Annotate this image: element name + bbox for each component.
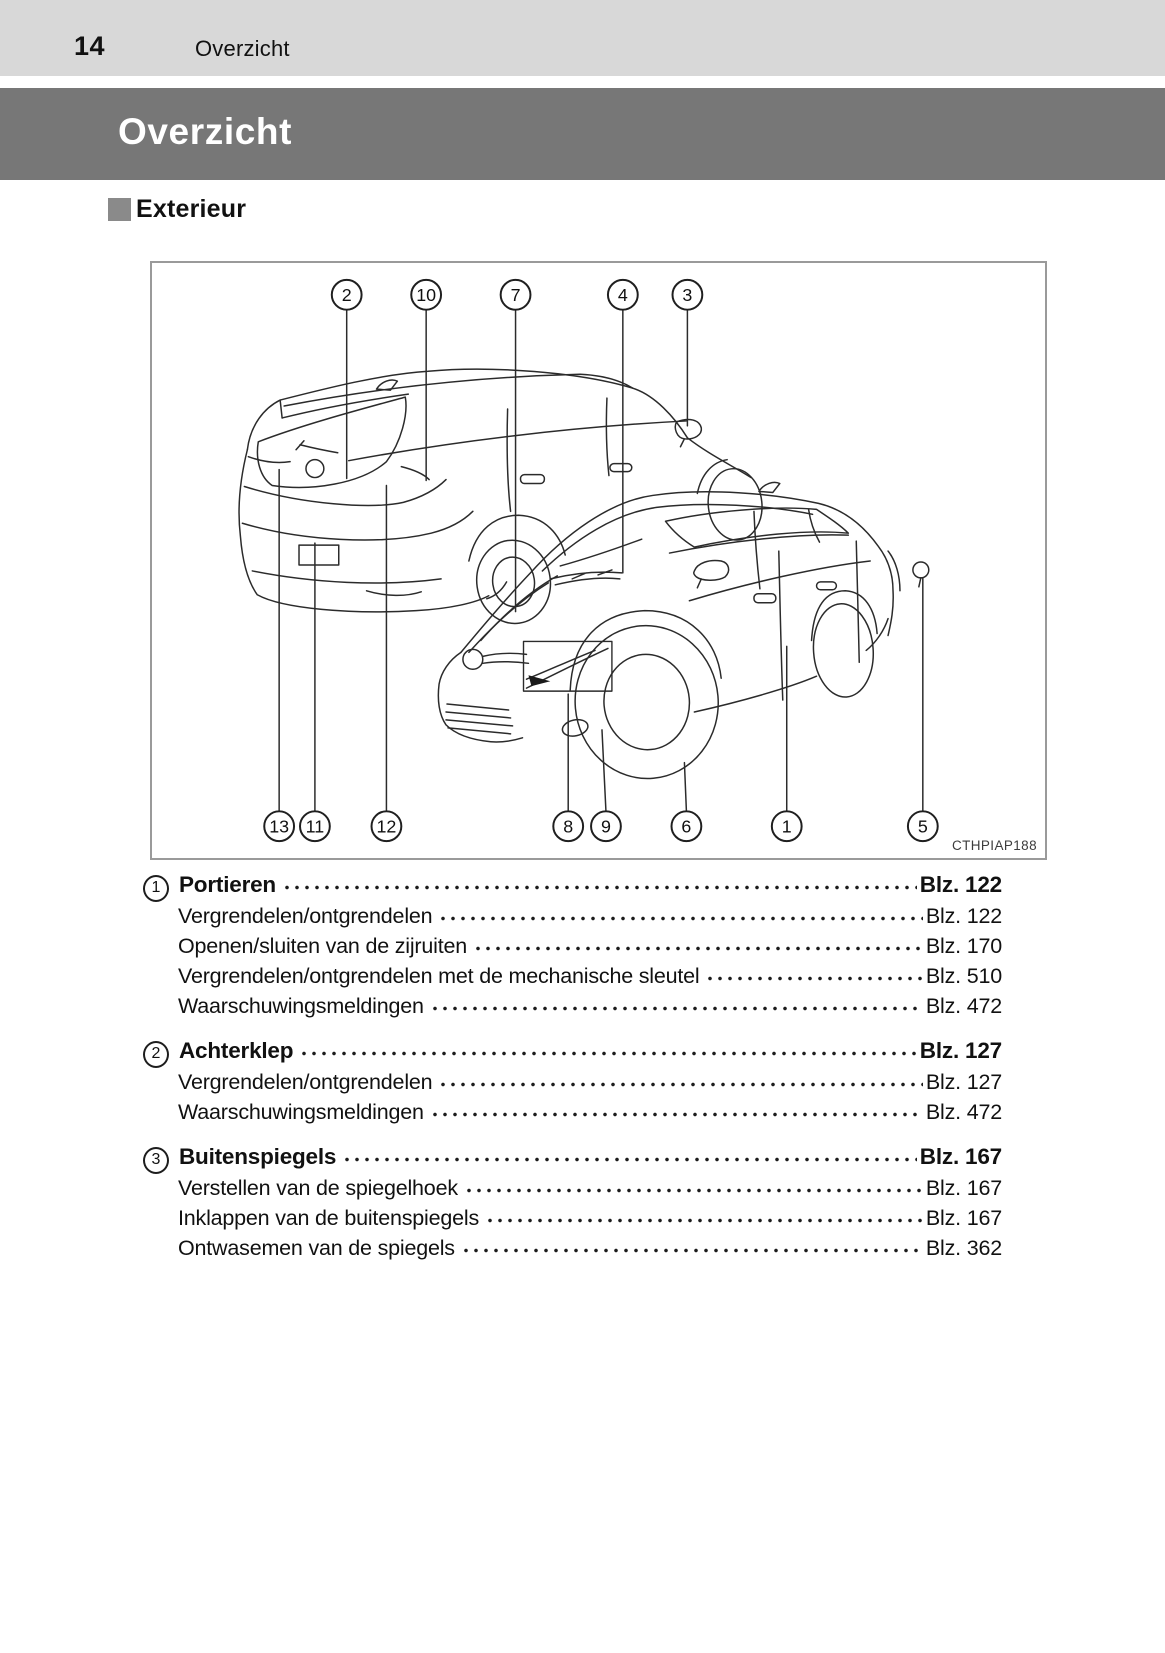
svg-text:2: 2: [341, 285, 352, 306]
svg-text:10: 10: [416, 285, 437, 306]
svg-text:5: 5: [917, 816, 928, 837]
svg-text:4: 4: [617, 285, 628, 306]
running-header-title: Overzicht: [195, 36, 290, 61]
dot-leader: [705, 974, 922, 983]
callout-9: [591, 811, 621, 841]
toc-subitem-label: Vergrendelen/ontgrendelen: [178, 904, 433, 928]
toc-subitem-page: Blz. 170: [925, 934, 1002, 958]
toc-subitem-page: Blz. 167: [925, 1206, 1002, 1230]
toc-subitem-page: Blz. 510: [925, 964, 1002, 988]
toc-subitem: [143, 934, 1002, 964]
page-number: 14: [74, 31, 106, 61]
toc-subitem: [143, 904, 1002, 934]
dot-leader: [430, 1110, 923, 1119]
toc-item-number-circle: [143, 875, 169, 902]
callout-leader-lines: [279, 310, 923, 812]
callout-10: [411, 280, 441, 310]
toc-subitem: [143, 1206, 1002, 1236]
toc-item-page: Blz. 122: [919, 872, 1002, 897]
toc-item-portieren: [143, 872, 1002, 904]
toc-subitem-label: Verstellen van de spiegelhoek: [178, 1176, 458, 1200]
exterior-figure: [150, 261, 1047, 860]
toc-item-label: Portieren: [179, 872, 276, 897]
toc-subitem-label: Waarschuwingsmeldingen: [178, 994, 424, 1018]
svg-text:11: 11: [305, 816, 325, 837]
dot-leader: [438, 1080, 922, 1089]
callout-7: [501, 280, 531, 310]
toc-subitem-page: Blz. 167: [925, 1176, 1002, 1200]
toc-subitem-page: Blz. 122: [925, 904, 1002, 928]
toc-subitem-label: Openen/sluiten van de zijruiten: [178, 934, 468, 958]
dot-leader: [342, 1155, 917, 1164]
toc-subitem: [143, 994, 1002, 1024]
toc-subitem-label: Inklappen van de buitenspiegels: [178, 1206, 480, 1230]
dot-leader: [485, 1216, 923, 1225]
svg-text:12: 12: [376, 816, 397, 837]
toc-subitem-label: Vergrendelen/ontgrendelen met de mechanische sleutel: [178, 964, 700, 988]
toc-subitem-label: Ontwasemen van de spiegels: [178, 1236, 455, 1260]
section-bullet-square: [108, 198, 131, 221]
callout-3: [673, 280, 703, 310]
toc-item-number-circle: [143, 1147, 169, 1174]
toc-subitem-page: Blz. 362: [925, 1236, 1002, 1260]
toc-subitem-label: Vergrendelen/ontgrendelen: [178, 1070, 433, 1094]
toc-item-number: 2: [151, 1045, 161, 1062]
svg-text:7: 7: [510, 285, 521, 306]
toc-subitem: [143, 1100, 1002, 1130]
toc-subitem: [143, 1236, 1002, 1266]
callout-1: [772, 811, 802, 841]
toc-item-achterklep: [143, 1038, 1002, 1070]
toc-item-label: Buitenspiegels: [179, 1144, 337, 1169]
toc-item-page: Blz. 167: [919, 1144, 1002, 1169]
callout-2: [332, 280, 362, 310]
running-header: [0, 0, 1165, 76]
chapter-banner: [0, 88, 1165, 180]
svg-text:6: 6: [681, 816, 692, 837]
dot-leader: [299, 1049, 917, 1058]
svg-text:13: 13: [269, 816, 290, 837]
toc-subitem: [143, 1070, 1002, 1100]
toc-subitem: [143, 1176, 1002, 1206]
callout-4: [608, 280, 638, 310]
callout-8: [553, 811, 583, 841]
dot-leader: [461, 1246, 923, 1255]
toc-item-label: Achterklep: [179, 1038, 294, 1063]
callout-6: [672, 811, 702, 841]
exterior-toc-list: [143, 872, 1002, 1266]
toc-subitem-label: Waarschuwingsmeldingen: [178, 1100, 424, 1124]
toc-subitem-page: Blz. 472: [925, 1100, 1002, 1124]
svg-text:3: 3: [682, 285, 693, 306]
callout-13: [264, 811, 294, 841]
exterior-diagram: [152, 263, 1045, 858]
toc-item-number: 1: [151, 879, 161, 896]
callout-12: [372, 811, 402, 841]
dot-leader: [464, 1186, 923, 1195]
callout-11: [300, 811, 330, 841]
figure-code: CTHPIAP188: [951, 838, 1037, 853]
toc-item-buitenspiegels: [143, 1144, 1002, 1176]
dot-leader: [473, 944, 923, 953]
chapter-title: Overzicht: [118, 111, 293, 152]
svg-text:9: 9: [600, 816, 611, 837]
car-front-view-drawing: [438, 482, 928, 784]
toc-subitem: [143, 964, 1002, 994]
svg-text:1: 1: [781, 816, 792, 837]
car-rear-view-drawing: [239, 369, 765, 628]
dot-leader: [430, 1004, 923, 1013]
dot-leader: [438, 914, 922, 923]
toc-subitem-page: Blz. 472: [925, 994, 1002, 1018]
dot-leader: [282, 883, 917, 892]
svg-text:8: 8: [563, 816, 574, 837]
section-title: Exterieur: [136, 195, 247, 223]
toc-item-page: Blz. 127: [919, 1038, 1002, 1063]
toc-item-number-circle: [143, 1041, 169, 1068]
toc-subitem-page: Blz. 127: [925, 1070, 1002, 1094]
toc-item-number: 3: [151, 1151, 161, 1168]
callout-5: [908, 811, 938, 841]
